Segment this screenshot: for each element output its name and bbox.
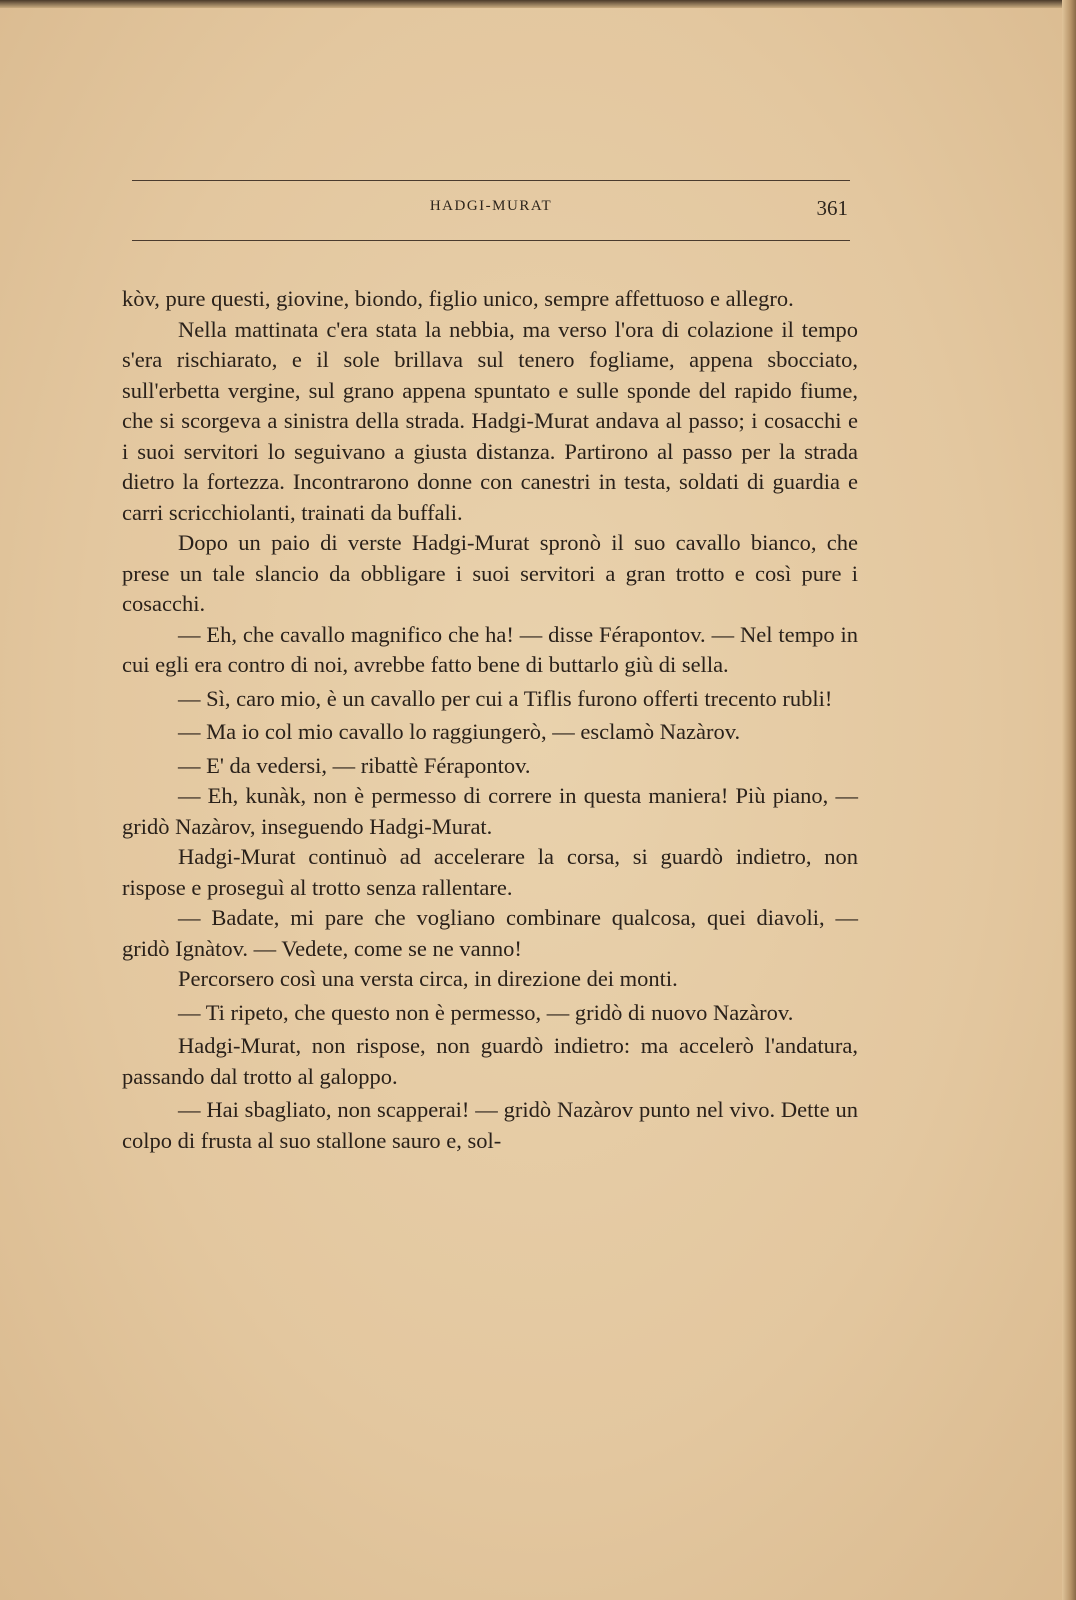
header-rule-top [132,180,850,181]
page-header [132,196,850,222]
paragraph: Hadgi-Murat continuò ad accelerare la corsa, si guardò indietro, non rispose e proseguì al trotto senza rallentare. [122,844,858,900]
page-top-edge [0,0,1076,8]
paragraph: kòv, pure questi, giovine, biondo, figlio unico, sempre affettuoso e allegro. [122,286,794,311]
page-binding-edge [1062,0,1076,1600]
paragraph: Percorsero così una versta circa, in direzione dei monti. [178,966,678,991]
paragraph: — Eh, che cavallo magnifico che ha! — disse Férapontov. — Nel tempo in cui egli era contro di noi, avrebbe fatto bene di buttarlo giù di sella. [122,621,858,677]
paragraph: Hadgi-Murat, non rispose, non guardò indietro: ma accelerò l'andatura, passando dal trotto al galoppo. [122,1033,858,1089]
header-rule-bottom [132,240,850,241]
paragraph: Dopo un paio di verste Hadgi-Murat spronò il suo cavallo bianco, che prese un tale slancio da obbligare i suoi servitori a gran trotto e così pure i cosacchi. [122,530,858,616]
running-title: HADGI-MURAT [429,198,553,214]
paragraph: — Ma io col mio cavallo lo raggiungerò, — esclamò Nazàrov. [178,719,741,744]
page-number: 361 [816,196,848,220]
paragraph: — Eh, kunàk, non è permesso di correre in questa maniera! Più piano, — gridò Nazàrov, inseguendo Hadgi-Murat. [122,783,858,839]
paragraph: — Sì, caro mio, è un cavallo per cui a Tiflis furono offerti trecento rubli! [178,685,833,711]
paragraph: — Badate, mi pare che vogliano combinare qualcosa, quei diavoli, — gridò Ignàtov. — Vedete, come se ne vanno! [122,905,858,961]
body-text [122,284,858,1156]
paragraph: — E' da vedersi, — ribattè Férapontov. [178,752,531,778]
paragraph: Nella mattinata c'era stata la nebbia, ma verso l'ora di colazione il tempo s'era rischiarato, e il sole brillava sul tenero fogliame, appena sbocciato, sull'erbetta vergine, sul grano appena spuntato e sulle sponde del rapido fiume, che si scorgeva a sinistra della strada. Hadgi-Murat andava al passo; i cosacchi e i suoi servitori lo seguivano a giusta distanza. Partirono al passo per la strada dietro la fortezza. Incontrarono donne con canestri in testa, soldati di guardia e carri scricchiolanti, trainati da buffali. [122,316,858,525]
paragraph: — Hai sbagliato, non scapperai! — gridò Nazàrov punto nel vivo. Dette un colpo di frusta al suo stallone sauro e, sol- [122,1097,858,1153]
paragraph: — Ti ripeto, che questo non è permesso, — gridò di nuovo Nazàrov. [178,999,794,1025]
